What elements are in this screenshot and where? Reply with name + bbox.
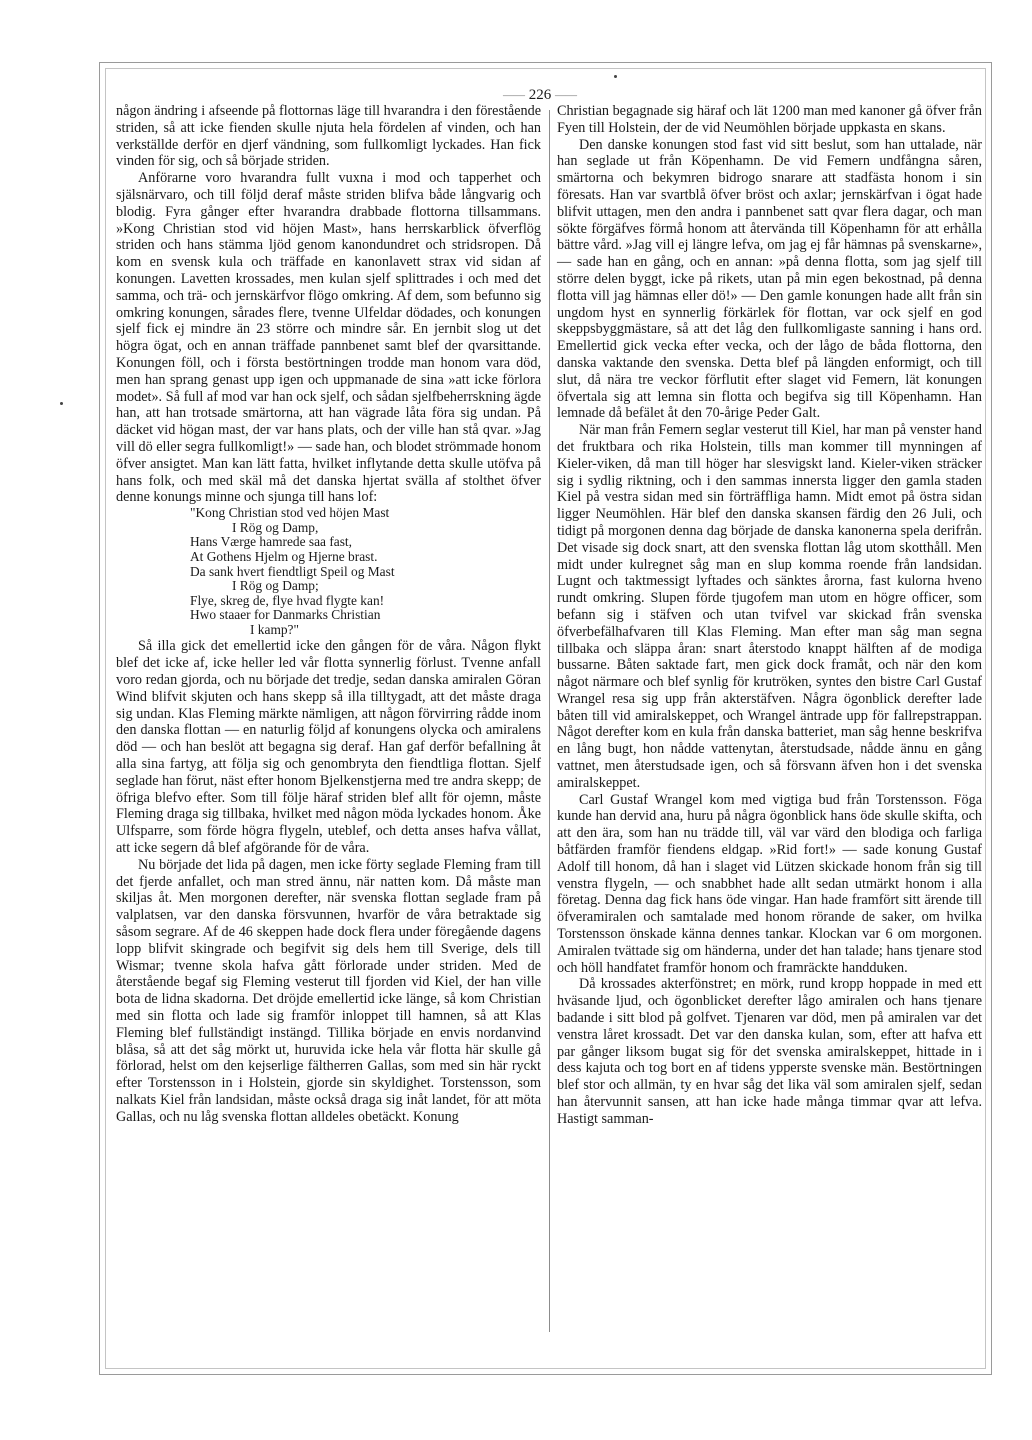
paragraph: Så illa gick det emellertid icke den gången för de våra. Någon flykt blef det icke af, icke heller led vår flotta synnerlig förlust. Tvenne anfall voro redan gjorda, och nu började det tredje, sedan danska amiralen Göran Wind blifvit skjuten och hans skepp så illa tilltygadt, att det måste draga sig undan. Klas Fleming märkte nämligen, att någon förvirring rådde inom den danska flottan — en naturlig följd af konungens olycka och amiralens död — och han beslöt att begagna sig deraf. Han gaf derför befallning åt alla sina fartyg, att följa sig och genombryta den fiendtliga flottan. Sjelf seglade han förut, näst efter honom Bjelkenstjerna med tre andra skepp; de öfriga blefvo efter. Som till följe häraf striden blef allt för ojemn, måste Fleming draga sig tillbaka, hvilket med någon möda lyckades honom. Åke Ulfsparre, som förde högra flygeln, uteblef, och detta anses hafva vållat, att icke segern då blef afgörande för de våra. (116, 638, 541, 857)
ink-speck (60, 402, 63, 405)
poem-line: Hans Værge hamrede saa fast, (190, 534, 353, 550)
poem-line: Flye, skreg de, flye hvad flygte kan! (190, 592, 385, 608)
poem-quote (116, 506, 541, 637)
ink-speck (614, 75, 617, 78)
paragraph: Nu började det lida på dagen, men icke förty seglade Fleming fram till det fjerde anfallet, och man stred ännu, när natten kom. Då måste man skiljas åt. Men morgonen derefter, när svenska flottan seglade fram på valplatsen, var den danska försvunnen, hvarför de våra betraktade sig såsom segrare. Af de 46 skeppen hade dock flera under föregående dagens lopp blifvit skingrade och begifvit sig dels hem till Sverige, dels till Wismar; tvenne skola hafva gått förlorade under striden. Med de återstående begaf sig Fleming vesterut till fjorden vid Kiel, der han ville bota de lidna skadorna. Det dröjde emellertid icke länge, så kom Christian med sin flotta och lade sig framför inloppet till hamnen, så att Klas Fleming blef fullständigt instängd. Tillika började en envis nordanvind blåsa, så att det såg mörkt ut, huruvida icke hela vår flotta här skulle gå förlorad, helst om den kejserlige fältherren Gallas, som med sin här ryckt efter Torstensson in i Holstein, gjorde sin skyldighet. Torstensson, som nalkats Kiel från landsidan, måste också draga sig inåt landet, för att möta Gallas, och nu låg svenska flottan alldeles obetäckt. Konung (116, 856, 541, 1125)
paragraph: När man från Femern seglar vesterut till Kiel, har man på venster hand det fruktbara och rika Holstein, tills man kommer till mynningen af Kieler-viken, då man till höger har slesvigskt land. Kieler-viken sträcker sig i sydlig riktning, och i den sammas innersta ligger den gamla staden Kiel på vestra sidan med sin förträffliga hamn. Midt emot på östra sidan ligger Neumöhlen. Här blef den danska skansen färdig den 26 Juli, och tidigt på morgonen denna dag började de danska kanonerna spela derifrån. Det visade sig dock snart, att den svenska flottan låg utom skotthåll. Men midt under kulregnet såg man en slup komma roende från landsidan. Lugnt och taktmessigt lyftades och sänktes årorna, fast kulorna hveno rundt omkring. Slupen förde tjugofem man utom en högre officer, som befann sig i stäfven och utan tvifvel var skickad från svenska öfverbefälhafvaren till Klas Fleming. Man efter man såg man segna tillbaka och släppa åran: snart återstodo knappt hälften af de modiga bussarne. Båten saktade fart, men gick dock framåt, och när den kom något närmare och blef synlig för krutröken, syntes den bistre Carl Gustaf Wrangel resa sig upp från akterstäfven. Några ögonblick derefter lade båten till vid amiralskeppet, och Wrangel äntrade upp för fallrepstrappan. Något derefter kom en kula från danska batteriet, man såg henne beskrifva en lång bugt, hon nådde vattenytan, återstudsade, nådde ännu en gång vattnet, men återstudsade igen, och så försvann äfven hon i det svenska amiralskeppet. (557, 422, 982, 791)
poem-line: At Gothens Hjelm og Hjerne brast. (190, 548, 378, 564)
poem-line: I kamp?" (250, 621, 299, 637)
poem-line: I Rög og Damp, (232, 519, 319, 535)
paragraph: Christian begagnade sig häraf och lät 1200 man med kanoner gå öfver från Fyen till Holstein, der de vid Neumöhlen började uppkasta en skans. (557, 103, 982, 136)
poem-line: Hwo staaer for Danmarks Christian (190, 607, 381, 623)
paragraph: Den danske konungen stod fast vid sitt beslut, som han uttalade, när han seglade ut från Köpenhamn. De vid Femern undfångna såren, smärtorna och bekymren bidrogo snarare att stadfästa honom i sin föresats. Han var svartblå öfver bröst och axlar; jernskärfvan i ögat hade blifvit uttagen, men den andra i pannbenet satt qvar flera dagar, och man sökte förgäfves förmå honom att återvända till Köpenhamn för att erhålla bättre vård. »Jag vill ej längre lefva, om jag ej får hämnas på svenskarne», — sade han en gång, och en annan: »på denna flotta, som jag sjelf till större delen byggt, icke på rikets, utan på min egen bekostnad, på denna flotta vill jag hämnas eller dö!» — Den gamle konungen hade allt från sin ungdom hyst en synnerlig förkärlek för flottan, var ock sjelf en god skeppsbyggmästare, så att det låg den fullkomligaste sanning i hans ord. Emellertid gick vecka efter vecka, och der lågo de båda flottorna, den danska vaktande den svenska. Detta blef på längden enformigt, och till slut, då nära tre veckor förflutit efter slaget vid Femern, lät konungen öfvertala sig att lemna sin flotta och begifva sig till Köpenhamn. Han lemnade då befälet åt den 70-årige Peder Galt. (557, 136, 982, 422)
decorative-dash-left: —— (503, 89, 525, 102)
paragraph: Carl Gustaf Wrangel kom med vigtiga bud från Torstensson. Föga kunde han dervid ana, huru på några ögonblick hans öde skulle skifta, och att den ära, som han nu trädde till, väl var värd den blodiga och farliga båtfärden framför fiendens eldgap. »Rid fort!» — sade konung Gustaf Adolf till honom, då han i slaget vid Lützen skickade honom från sig till venstra flygeln, — och snabbhet hade allt sedan utmärkt honom i alla företag. Denna dag fick hans öde vingar. Han hade framfört sitt ärende till öfveramiralen och samtalade med honom rörande de saker, om hvilka Torstensson önskade känna dennes tankar. Klockan var 6 om morgonen. Amiralen tvättade sig om händerna, under det han talade; hans tjenare stod och höll handfatet framför honom och framräckte handduken. (557, 791, 982, 976)
column-divider (549, 110, 550, 1332)
right-column (557, 103, 982, 1343)
page-number-header (470, 86, 610, 104)
page-number: 226 (528, 87, 552, 103)
paragraph: någon ändring i afseende på flottornas läge till hvarandra i den förestående striden, så att icke fienden skulle njuta hela fördelen af vinden, och han verkställde derför en djerf vändning, som fullkomligt lyckades. Han fick vinden för sig, och så började striden. (116, 103, 541, 170)
left-column (116, 103, 541, 1343)
poem-line: I Rög og Damp; (232, 578, 319, 594)
poem-line: Da sank hvert fiendtligt Speil og Mast (190, 563, 395, 579)
poem-line: "Kong Christian stod ved höjen Mast (190, 505, 390, 521)
paragraph: Då krossades akterfönstret; en mörk, rund kropp hoppade in med ett hväsande ljud, och ögonblicket derefter lågo amiralen och hans tjenare badande i sitt blod på golfvet. Tjenaren var död, men på amiralen var det venstra låret krossadt. Det var den danska kulan, som, efter att hafva ett par gånger liksom bugat sig för det svenska amiralskeppet, hittade in i dess kajuta och tog bort en af tidens ypperste svenske män. Bestörtningen blef stor och allmän, ty en hvar såg det lika väl som amiralen sjelf, sedan han återvunnit sansen, att han icke hade många timmar qvar att lefva. Hastigt samman- (557, 976, 982, 1127)
decorative-dash-right: —— (555, 89, 577, 102)
paragraph: Anförarne voro hvarandra fullt vuxna i mod och tapperhet och själsnärvaro, och till följd deraf måste striden blifva både långvarig och blodig. Fyra gånger efter hvarandra drabbade flottorna tillsammans. »Kong Christian stod vid höjen Mast», hans herrskarblick öfverflög striden och hans stämma ljöd genom kanondundret och stridsropen. Då kom en svensk kula och träffade en kanonlavett strax vid sidan af konungen. Lavetten krossades, men kulan sjelf splittrades i och med det samma, och trä- och jernskärfvor flögo omkring. Af dem, som befunno sig omkring konungen, sårades flere, tvenne Ulfeldar dödades, och konungen sjelf fick ej mindre än 23 större och mindre sår. En jernbit slog ut det högra ögat, och en annan träffade pannbenet samt blef der qvarsittande. Konungen föll, och i första bestörtningen trodde man honom vara död, men han sprang genast upp igen och uppmanade de sina »att icke förlora modet». Så full af mod var han ock sjelf, och sådan sjelfbeherrskning ägde han, att han trotsade smärtorna, att han vägrade låta föra sig undan. På däcket vid högan mast, der var hans plats, och der ville han stå qvar. »Jag vill dö eller segra fullkomligt!» — sade han, och blodet strömmade honom öfver ansigtet. Man kan lätt fatta, hvilket inflytande detta skulle utöfva på hans folk, och med skäl må det danska hjertat svälla af stolthet öfver denne konungs minne och sjunga till hans lof: (116, 170, 541, 506)
